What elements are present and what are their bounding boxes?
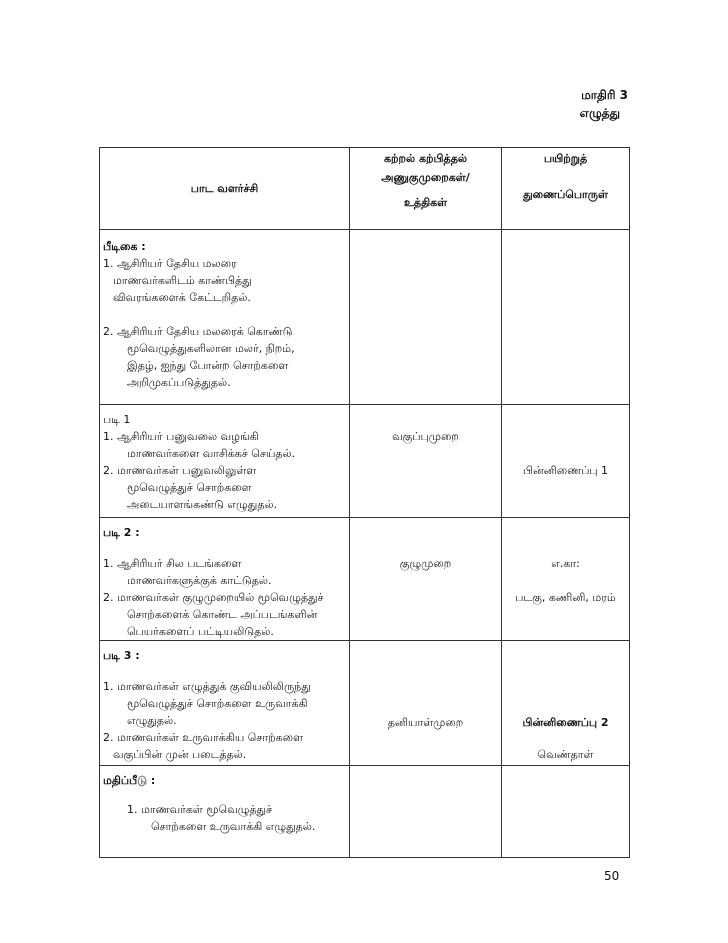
- material-line: பின்னிணைப்பு 2: [522, 716, 609, 729]
- row-line: மூவெழுத்துச் சொற்களை உருவாக்கி: [127, 697, 308, 710]
- col-header-approach-line: கற்றல் கற்பித்தல்: [384, 152, 467, 165]
- row-material: [502, 641, 630, 766]
- document-header: [580, 86, 628, 122]
- row-line: 1. ஆசிரியர் தேசிய மலரை: [103, 257, 237, 270]
- row-development: [100, 230, 350, 405]
- row-development: [100, 518, 350, 641]
- material-line: வெண்தாள்: [537, 748, 594, 761]
- col-header-approach-line: உத்திகள்: [403, 196, 448, 209]
- row-line: இதழ், ஐந்து போன்ற சொற்களை: [127, 359, 289, 372]
- row-line: 1. மாணவர்கள் மூவெழுத்துச்: [127, 803, 273, 816]
- row-line: அடையாளங்கண்டு எழுதுதல்.: [127, 498, 278, 511]
- table-row: [100, 766, 630, 858]
- row-approach: குழுமுறை: [350, 518, 502, 641]
- material-line: படகு, கணினி, மரம்: [515, 591, 616, 604]
- material-line: எ.கா:: [551, 557, 580, 570]
- row-development: [100, 405, 350, 518]
- row-development: [100, 766, 350, 858]
- row-line: 1. மாணவர்கள் எழுத்துக் குவியலிலிருந்து: [103, 680, 311, 693]
- table-row: [100, 405, 630, 518]
- row-line: 1. ஆசிரியர் சில படங்களை: [103, 557, 242, 570]
- col-header-development: பாட வளர்ச்சி: [100, 148, 350, 230]
- row-line: விவரங்களைக் கேட்டறிதல்.: [113, 291, 251, 304]
- row-line: 2. மாணவர்கள் பனுவலிலுள்ள: [103, 464, 257, 477]
- row-line: பெயர்களைப் பட்டியலிடுதல்.: [127, 625, 274, 638]
- row-line: மாணவர்களை வாசிக்கச் செய்தல்.: [127, 447, 296, 460]
- row-line: மாணவர்களுக்குக் காட்டுதல்.: [127, 574, 272, 587]
- row-line: வகுப்பின் முன் படைத்தல்.: [113, 748, 247, 761]
- row-title: மதிப்பீடு :: [103, 774, 156, 787]
- row-title: படி 3 :: [103, 649, 140, 662]
- table-header-row: [100, 148, 630, 230]
- lesson-plan-table: [99, 147, 630, 858]
- row-line: 2. மாணவர்கள் குழுமுறையில் மூவெழுத்துச்: [103, 591, 324, 604]
- col-header-approach-line: அணுகுமுறைகள்/: [381, 171, 470, 184]
- col-header-approach: [350, 148, 502, 230]
- table-row: [100, 641, 630, 766]
- row-material: பின்னிணைப்பு 1: [502, 405, 630, 518]
- col-header-material-line: பயிற்றுத்: [543, 152, 588, 165]
- table-row: [100, 230, 630, 405]
- col-header-material: [502, 148, 630, 230]
- row-material: [502, 766, 630, 858]
- row-line: மூவெழுத்துகளிலான மலர், நிறம்,: [127, 342, 295, 355]
- row-line: சொற்களை உருவாக்கி எழுதுதல்.: [151, 820, 316, 833]
- page-number: 50: [604, 869, 620, 883]
- row-line: மூவெழுத்துச் சொற்களை: [127, 481, 252, 494]
- row-line: 2. மாணவர்கள் உருவாக்கிய சொற்களை: [103, 731, 304, 744]
- row-approach: [350, 766, 502, 858]
- row-approach: வகுப்புமுறை: [350, 405, 502, 518]
- row-line: அறிமுகப்படுத்துதல்.: [127, 376, 231, 389]
- row-material: [502, 230, 630, 405]
- row-title: பீடிகை :: [103, 240, 146, 253]
- row-line: மாணவர்களிடம் காண்பித்து: [113, 274, 252, 287]
- row-title: படி 2 :: [103, 526, 140, 539]
- model-subtitle: எழுத்து: [579, 106, 620, 120]
- row-title: படி 1: [103, 413, 131, 426]
- row-material: [502, 518, 630, 641]
- table-row: [100, 518, 630, 641]
- col-header-material-line: துணைப்பொருள்: [523, 188, 608, 201]
- row-line-blank: [103, 306, 346, 323]
- row-line: சொற்களைக் கொண்ட அப்படங்களின்: [127, 608, 318, 621]
- row-development: [100, 641, 350, 766]
- row-line: எழுதுதல்.: [127, 714, 177, 727]
- row-approach: தனியாள்முறை: [350, 641, 502, 766]
- model-title: மாதிரி 3: [581, 88, 628, 102]
- row-line: 1. ஆசிரியர் பனுவலை வழங்கி: [103, 430, 259, 443]
- row-line: 2. ஆசிரியர் தேசிய மலரைக் கொண்டு: [103, 325, 293, 338]
- row-approach: [350, 230, 502, 405]
